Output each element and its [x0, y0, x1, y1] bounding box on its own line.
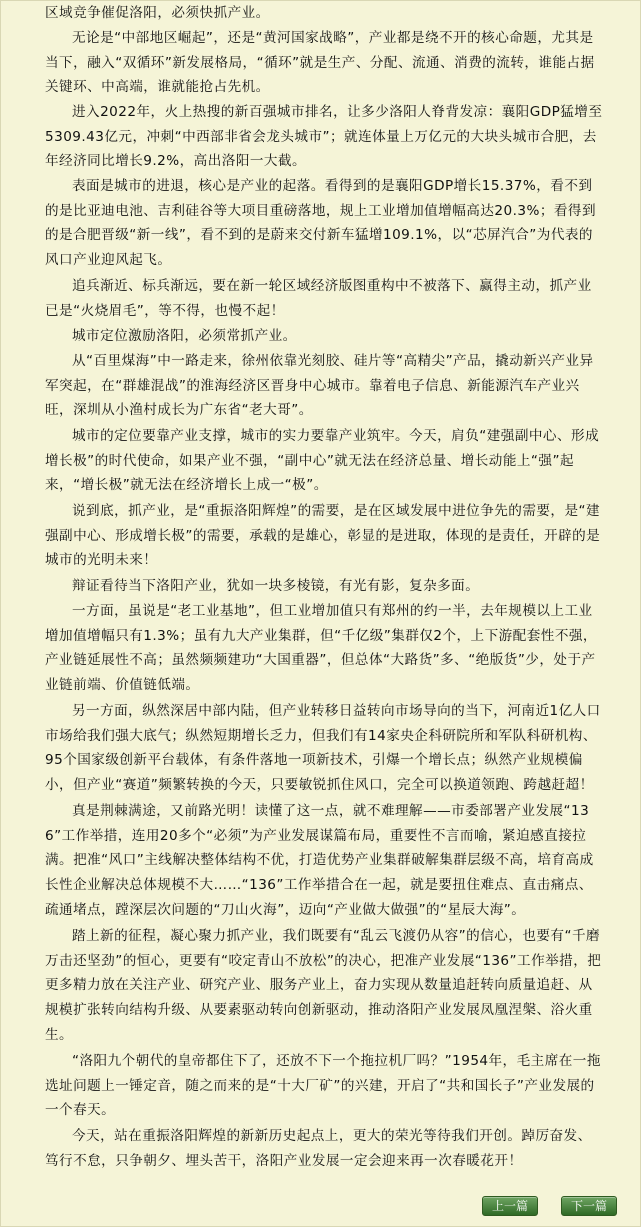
paragraph: 今天，站在重振洛阳辉煌的新新历史起点上，更大的荣光等待我们开创。踔厉奋发、笃行不怠，只争朝夕、埋头苦干，洛阳产业发展一定会迎来再一次春暖花开！: [45, 1128, 592, 1169]
next-article-button[interactable]: 下一篇: [561, 1196, 617, 1216]
paragraph: 表面是城市的进退，核心是产业的起落。看得到的是襄阳GDP增长15.37%，看不到的是比亚迪电池、吉利硅谷等大项目重磅落地，规上工业增加值增幅高达20.3%；看得到的是合肥晋级“新一线”，看不到的是蔚来交付新车猛增109.1%，以“芯屏汽合”为代表的风口产业迎风起飞。: [45, 178, 597, 269]
paragraph: 区域竞争催促洛阳，必须快抓产业。: [45, 5, 270, 21]
paragraph: “洛阳九个朝代的皇帝都住下了，还放不下一个拖拉机厂吗？”1954年，毛主席在一拖选址问题上一锤定音，随之而来的是“十大厂矿”的兴建，开启了“共和国长子”产业发展的一个春天。: [45, 1053, 601, 1119]
previous-article-button[interactable]: 上一篇: [482, 1196, 538, 1216]
paragraph: 城市的定位要靠产业支撑，城市的实力要靠产业筑牢。今天，肩负“建强副中心、形成增长极”的时代使命，如果产业不强，“副中心”就无法在经济总量、增长动能上“强”起来，“增长极”就无法在经济增长上成一“极”。: [45, 428, 600, 494]
paragraph: 追兵渐近、标兵渐远，要在新一轮区域经济版图重构中不被落下、赢得主动，抓产业已是“火烧眉毛”，等不得，也慢不起！: [45, 278, 592, 319]
paragraph: 踏上新的征程，凝心聚力抓产业，我们既要有“乱云飞渡仍从容”的信心，也要有“千磨万击还坚劲”的恒心，更要有“咬定青山不放松”的决心，把准产业发展“136”工作举措，把更多精力放在关注产业、研究产业、服务产业上，奋力实现从数量追赶转向质量追赶、从规模扩张转向结构升级、从要素驱动转向创新驱动，推动洛阳产业发展凤凰涅槃、浴火重生。: [45, 928, 602, 1043]
paragraph: 辩证看待当下洛阳产业，犹如一块多棱镜，有光有影，复杂多面。: [72, 578, 480, 594]
paragraph: 从“百里煤海”中一路走来，徐州依靠光刻胶、硅片等“高精尖”产品，撬动新兴产业异军突起，在“群雄混战”的淮海经济区晋身中心城市。靠着电子信息、新能源汽车产业兴旺，深圳从小渔村成长为广东省“老大哥”。: [45, 353, 594, 419]
paragraph: 无论是“中部地区崛起”，还是“黄河国家战略”，产业都是绕不开的核心命题，尤其是当下，融入“双循环”新发展格局，“循环”就是生产、分配、流通、消费的流转，谁能占据关键环、中高端，谁就能抢占先机。: [45, 30, 595, 96]
paragraph: 一方面，虽说是“老工业基地”，但工业增加值只有郑州的约一半，去年规模以上工业增加值增幅只有1.3%；虽有九大产业集群，但“千亿级”集群仅2个，上下游配套性不强，产业链延展性不高；虽然频频建功“大国重器”，但总体“大路货”多、“绝版货”少，处于产业链前端、价值链低端。: [45, 603, 597, 694]
paragraph: 另一方面，纵然深居中部内陆，但产业转移日益转向市场导向的当下，河南近1亿人口市场给我们强大底气；纵然短期增长乏力，但我们有14家央企科研院所和军队科研机构、95个国家级创新平台载体，有条件落地一项新技术，引爆一个增长点；纵然产业规模偏小，但产业“赛道”频繁转换的今天，只要敏锐抓住风口，完全可以换道领跑、跨越赶超！: [45, 703, 601, 794]
paragraph: 说到底，抓产业，是“重振洛阳辉煌”的需要，是在区域发展中进位争先的需要，是“建强副中心、形成增长极”的需要，承载的是雄心，彰显的是进取，体现的是责任，开辟的是城市的光明未来！: [45, 503, 601, 569]
paragraph: 城市定位激励洛阳，必须常抓产业。: [72, 328, 297, 344]
paragraph: 真是荆棘满途，又前路光明！读懂了这一点，就不难理解——市委部署产业发展“136”工作举措，连用20多个“必须”为产业发展谋篇布局，重要性不言而喻，紧迫感直接拉满。把准“风口”主线解决整体结构不优，打造优势产业集群破解集群层级不高，培育高成长性企业解决总体规模不大……“136”工作举措合在一起，就是要扭住难点、直击痛点、疏通堵点，蹚深层次问题的“刀山火海”，迈向“产业做大做强”的“星辰大海”。: [45, 803, 594, 918]
paragraph: 进入2022年，火上热搜的新百强城市排名，让多少洛阳人脊背发凉：襄阳GDP猛增至5309.43亿元，冲刺“中西部非省会龙头城市”；就连体量上万亿元的大块头城市合肥，去年经济同比增长9.2%，高出洛阳一大截。: [45, 104, 603, 170]
